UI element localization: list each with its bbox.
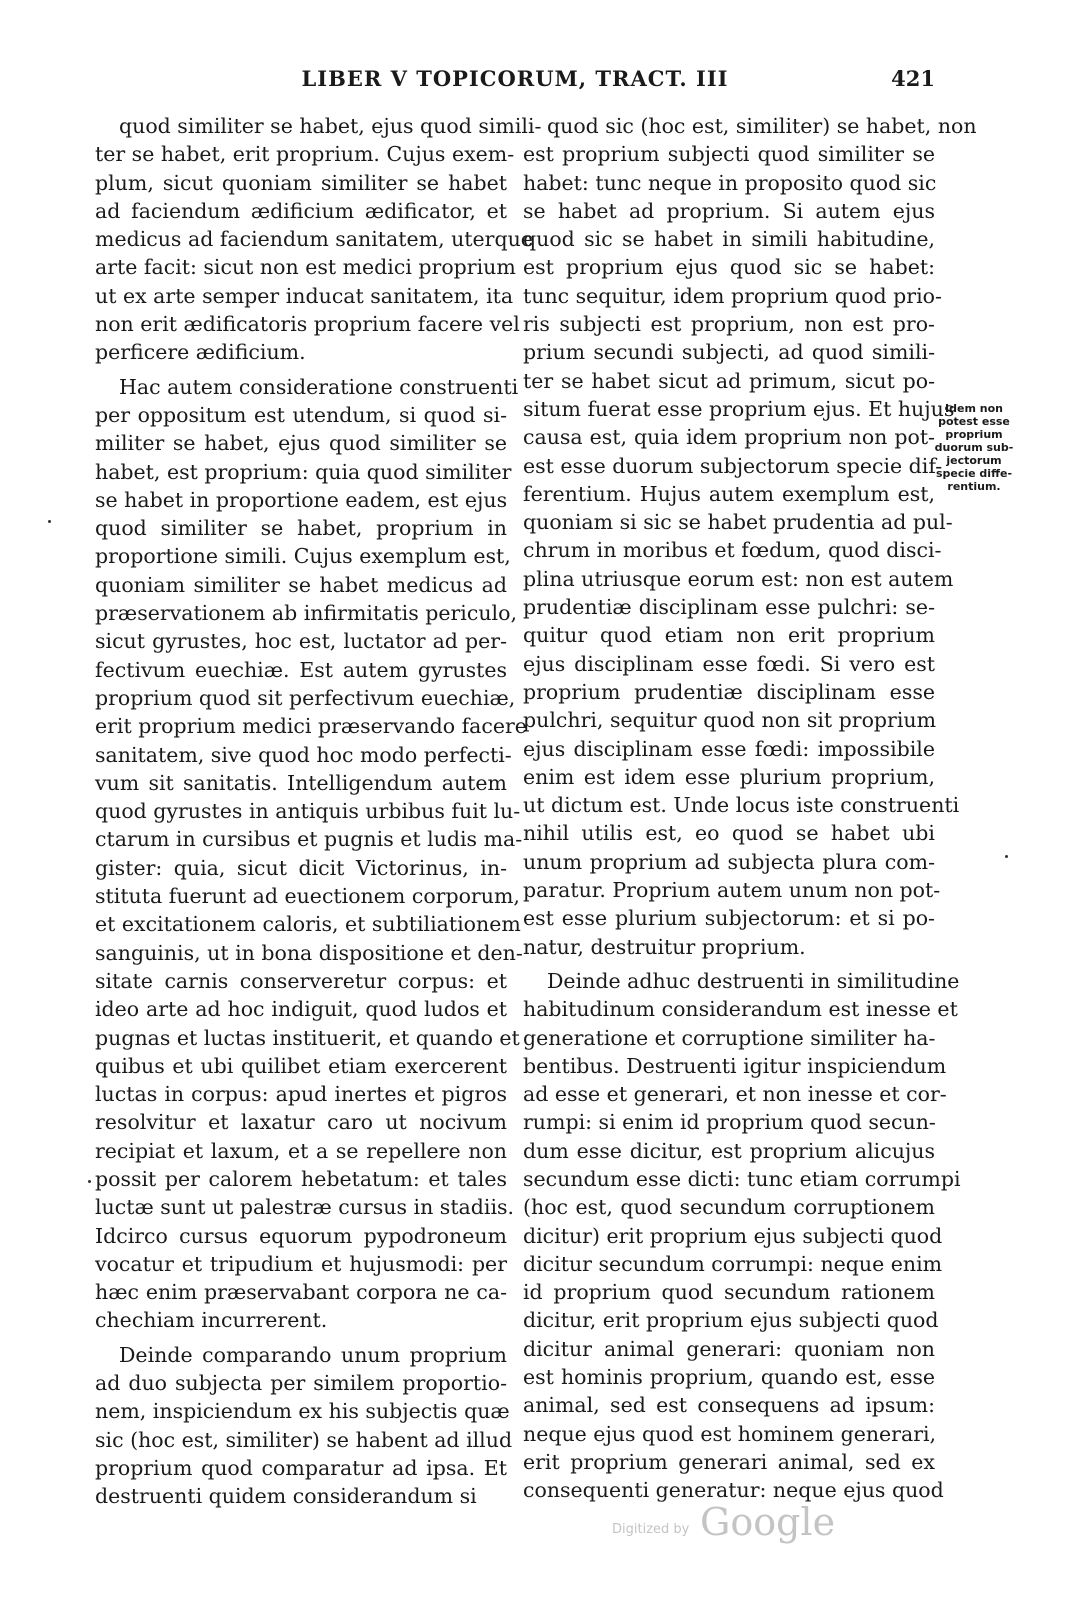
margin-note-line: duorum sub- xyxy=(934,441,1014,454)
text-line: resolvitur et laxatur caro ut nocivum xyxy=(95,1110,507,1135)
text-line: arte facit: sicut non est medici proprium xyxy=(95,255,516,280)
text-line: præservationem ab infirmitatis periculo, xyxy=(95,601,517,626)
margin-note-line: jectorum xyxy=(946,454,1002,467)
text-line: proportione simili. Cujus exemplum est, xyxy=(95,544,511,569)
text-line: nem, inspiciendum ex his subjectis quæ xyxy=(95,1399,510,1424)
text-line: perficere ædificium. xyxy=(95,340,306,365)
text-line: fectivum euechiæ. Est autem gyrustes xyxy=(95,657,507,682)
text-line: non erit ædificatoris proprium facere vel xyxy=(95,312,520,337)
text-line: quoniam similiter se habet medicus ad xyxy=(95,572,507,597)
watermark-brand: Google xyxy=(700,1500,836,1544)
margin-note-line: potest esse xyxy=(938,415,1010,428)
text-line: ejus disciplinam esse fœdi. Si vero est xyxy=(523,651,935,676)
text-line: est hominis proprium, quando est, esse xyxy=(523,1365,935,1390)
text-line: habitudinum considerandum est inesse et xyxy=(523,997,958,1022)
margin-note xyxy=(928,402,1020,493)
text-line: quitur quod etiam non erit proprium xyxy=(523,623,935,648)
text-line: plum, sicut quoniam similiter se habet xyxy=(95,170,507,195)
text-line: ad faciendum ædificium ædificator, et xyxy=(95,198,507,223)
stray-mark xyxy=(1005,855,1008,858)
text-line: enim est idem esse plurium proprium, xyxy=(523,764,935,789)
text-line: ctarum in cursibus et pugnis et ludis ma- xyxy=(95,827,523,852)
text-line: quod gyrustes in antiquis urbibus fuit lu- xyxy=(95,799,521,824)
text-line: rumpi: si enim id proprium quod secun- xyxy=(523,1110,936,1135)
text-line: stituta fuerunt ad euectionem corporum, xyxy=(95,884,520,909)
text-line: erit proprium generari animal, sed ex xyxy=(523,1449,935,1474)
text-line: et excitationem caloris, et subtiliationem xyxy=(95,912,521,937)
text-line: hæc enim præservabant corpora ne ca- xyxy=(95,1280,507,1305)
text-line: dicitur animal generari: quoniam non xyxy=(523,1336,935,1361)
page-header xyxy=(95,66,935,96)
stray-mark xyxy=(88,1180,91,1183)
text-line: unum proprium ad subjecta plura com- xyxy=(523,849,935,874)
left-column xyxy=(95,112,542,1511)
text-line: tunc sequitur, idem proprium quod prio- xyxy=(523,283,942,308)
text-line: ris subjecti est proprium, non est pro- xyxy=(523,312,935,337)
text-line: quod similiter se habet, ejus quod simili- xyxy=(119,114,542,138)
text-line: possit per calorem hebetatum: et tales xyxy=(95,1166,507,1191)
text-line: luctæ sunt ut palestræ cursus in stadiis. xyxy=(95,1195,515,1220)
text-line: generatione et corruptione similiter ha- xyxy=(523,1025,936,1050)
text-line: proprium prudentiæ disciplinam esse xyxy=(523,679,935,704)
text-line: proprium quod comparatur ad ipsa. Et xyxy=(95,1455,507,1480)
text-line: ejus disciplinam esse fœdi: impossibile xyxy=(523,736,935,761)
text-line: pulchri, sequitur quod non sit proprium xyxy=(523,708,937,733)
text-line: situm fuerat esse proprium ejus. Et hujus xyxy=(523,396,955,421)
text-line: erit proprium medici præservando facere xyxy=(95,714,527,739)
text-line: Hac autem consideratione construenti xyxy=(119,374,519,399)
text-line: prium secundi subjecti, ad quod simili- xyxy=(523,340,935,365)
text-line: causa est, quia idem proprium non pot- xyxy=(523,425,935,450)
text-line: sicut gyrustes, hoc est, luctator ad per- xyxy=(95,629,507,654)
text-line: nihil utilis est, eo quod se habet ubi xyxy=(523,821,935,846)
text-line: est proprium ejus quod sic se habet: xyxy=(523,255,935,280)
text-line: per oppositum est utendum, si quod si- xyxy=(95,402,507,427)
text-line: Idcirco cursus equorum pypodroneum xyxy=(95,1223,507,1248)
text-line: dum esse dicitur, est proprium alicujus xyxy=(523,1138,935,1163)
stray-mark xyxy=(48,520,51,523)
text-line: pugnas et luctas instituerit, et quando et xyxy=(95,1025,520,1050)
text-line: proprium quod sit perfectivum euechiæ, xyxy=(95,685,516,710)
text-line: secundum esse dicti: tunc etiam corrumpi xyxy=(523,1166,961,1191)
text-line: dicitur) erit proprium ejus subjecti quod xyxy=(523,1223,943,1248)
text-line: dicitur, erit proprium ejus subjecti quod xyxy=(523,1308,939,1333)
text-line: quod similiter se habet, proprium in xyxy=(95,516,507,541)
text-line: sic (hoc est, similiter) se habent ad illud xyxy=(95,1427,513,1452)
text-line: ferentium. Hujus autem exemplum est, xyxy=(523,481,935,506)
text-line: sanitatem, sive quod hoc modo perfecti- xyxy=(95,742,512,767)
paragraph xyxy=(523,967,961,1505)
text-line: ter se habet, erit proprium. Cujus exem- xyxy=(95,142,515,167)
margin-note-line: Idem non xyxy=(945,402,1003,415)
text-line: luctas in corpus: apud inertes et pigros xyxy=(95,1082,507,1107)
text-line: vocatur et tripudium et hujusmodi: per xyxy=(95,1251,507,1276)
text-line: ideo arte ad hoc indiguit, quod ludos et xyxy=(95,997,507,1022)
text-line: se habet in proportione eadem, est ejus xyxy=(95,487,508,512)
text-line: chrum in moribus et fœdum, quod disci- xyxy=(523,538,942,563)
text-line: neque ejus quod est hominem generari, xyxy=(523,1421,937,1446)
text-line: chechiam incurrerent. xyxy=(95,1308,328,1333)
paragraph xyxy=(95,1341,513,1511)
text-line: id proprium quod secundum rationem xyxy=(523,1280,935,1305)
text-line: ut ex arte semper inducat sanitatem, ita xyxy=(95,283,514,308)
digitization-watermark xyxy=(600,1500,860,1550)
text-line: bentibus. Destruenti igitur inspiciendum xyxy=(523,1053,947,1078)
text-line: militer se habet, ejus quod similiter se xyxy=(95,431,507,456)
text-line: quibus et ubi quilibet etiam exercerent xyxy=(95,1053,507,1078)
text-line: quoniam si sic se habet prudentia ad pul- xyxy=(523,510,953,535)
text-line: Deinde comparando unum proprium xyxy=(119,1342,507,1367)
text-line: prudentiæ disciplinam esse pulchri: se- xyxy=(523,595,935,620)
text-line: habet, est proprium: quia quod similiter xyxy=(95,459,512,484)
text-line: quod sic se habet in simili habitudine, xyxy=(523,227,935,252)
text-line: ad duo subjecta per similem proportio- xyxy=(95,1371,507,1396)
text-line: natur, destruitur proprium. xyxy=(523,934,806,959)
text-line: plina utriusque eorum est: non est autem xyxy=(523,566,954,591)
text-line: (hoc est, quod secundum corruptionem xyxy=(523,1195,935,1220)
text-line: recipiat et laxum, et a se repellere non xyxy=(95,1138,507,1163)
margin-note-line: rentium. xyxy=(947,480,1001,493)
page-number: 421 xyxy=(891,66,935,91)
text-line: Deinde adhuc destruenti in similitudine xyxy=(547,968,960,993)
paragraph xyxy=(95,373,527,1335)
text-line: est esse plurium subjectorum: et si po- xyxy=(523,906,935,931)
text-line: est proprium subjecti quod similiter se xyxy=(523,142,935,167)
text-line: ter se habet sicut ad primum, sicut po- xyxy=(523,368,935,393)
text-line: gister: quia, sicut dicit Victorinus, in- xyxy=(95,855,507,880)
text-line: medicus ad faciendum sanitatem, uterque xyxy=(95,227,533,252)
text-line: sitate carnis conserveretur corpus: et xyxy=(95,968,507,993)
text-line: vum sit sanitatis. Intelligendum autem xyxy=(95,770,507,795)
text-line: se habet ad proprium. Si autem ejus xyxy=(523,198,935,223)
text-line: habet: tunc neque in proposito quod sic xyxy=(523,170,937,195)
text-line: quod sic (hoc est, similiter) se habet, non xyxy=(547,114,977,138)
text-line: destruenti quidem considerandum si xyxy=(95,1484,477,1509)
running-title: LIBER V TOPICORUM, TRACT. III xyxy=(301,66,729,91)
text-line: ut dictum est. Unde locus iste construenti xyxy=(523,793,960,818)
text-line: sanguinis, ut in bona dispositione et den- xyxy=(95,940,523,965)
text-line: paratur. Proprium autem unum non pot- xyxy=(523,878,941,903)
text-line: consequenti generatur: neque ejus quod xyxy=(523,1478,944,1503)
margin-note-line: specie diffe- xyxy=(935,467,1013,480)
text-line: animal, sed est consequens ad ipsum: xyxy=(523,1393,935,1418)
text-line: dicitur secundum corrumpi: neque enim xyxy=(523,1251,943,1276)
paragraph xyxy=(95,112,542,367)
text-line: est esse duorum subjectorum specie dif- xyxy=(523,453,943,478)
text-line: ad esse et generari, et non inesse et cor- xyxy=(523,1082,947,1107)
margin-note-line: proprium xyxy=(945,428,1003,441)
watermark-prefix: Digitized by xyxy=(612,1522,690,1537)
